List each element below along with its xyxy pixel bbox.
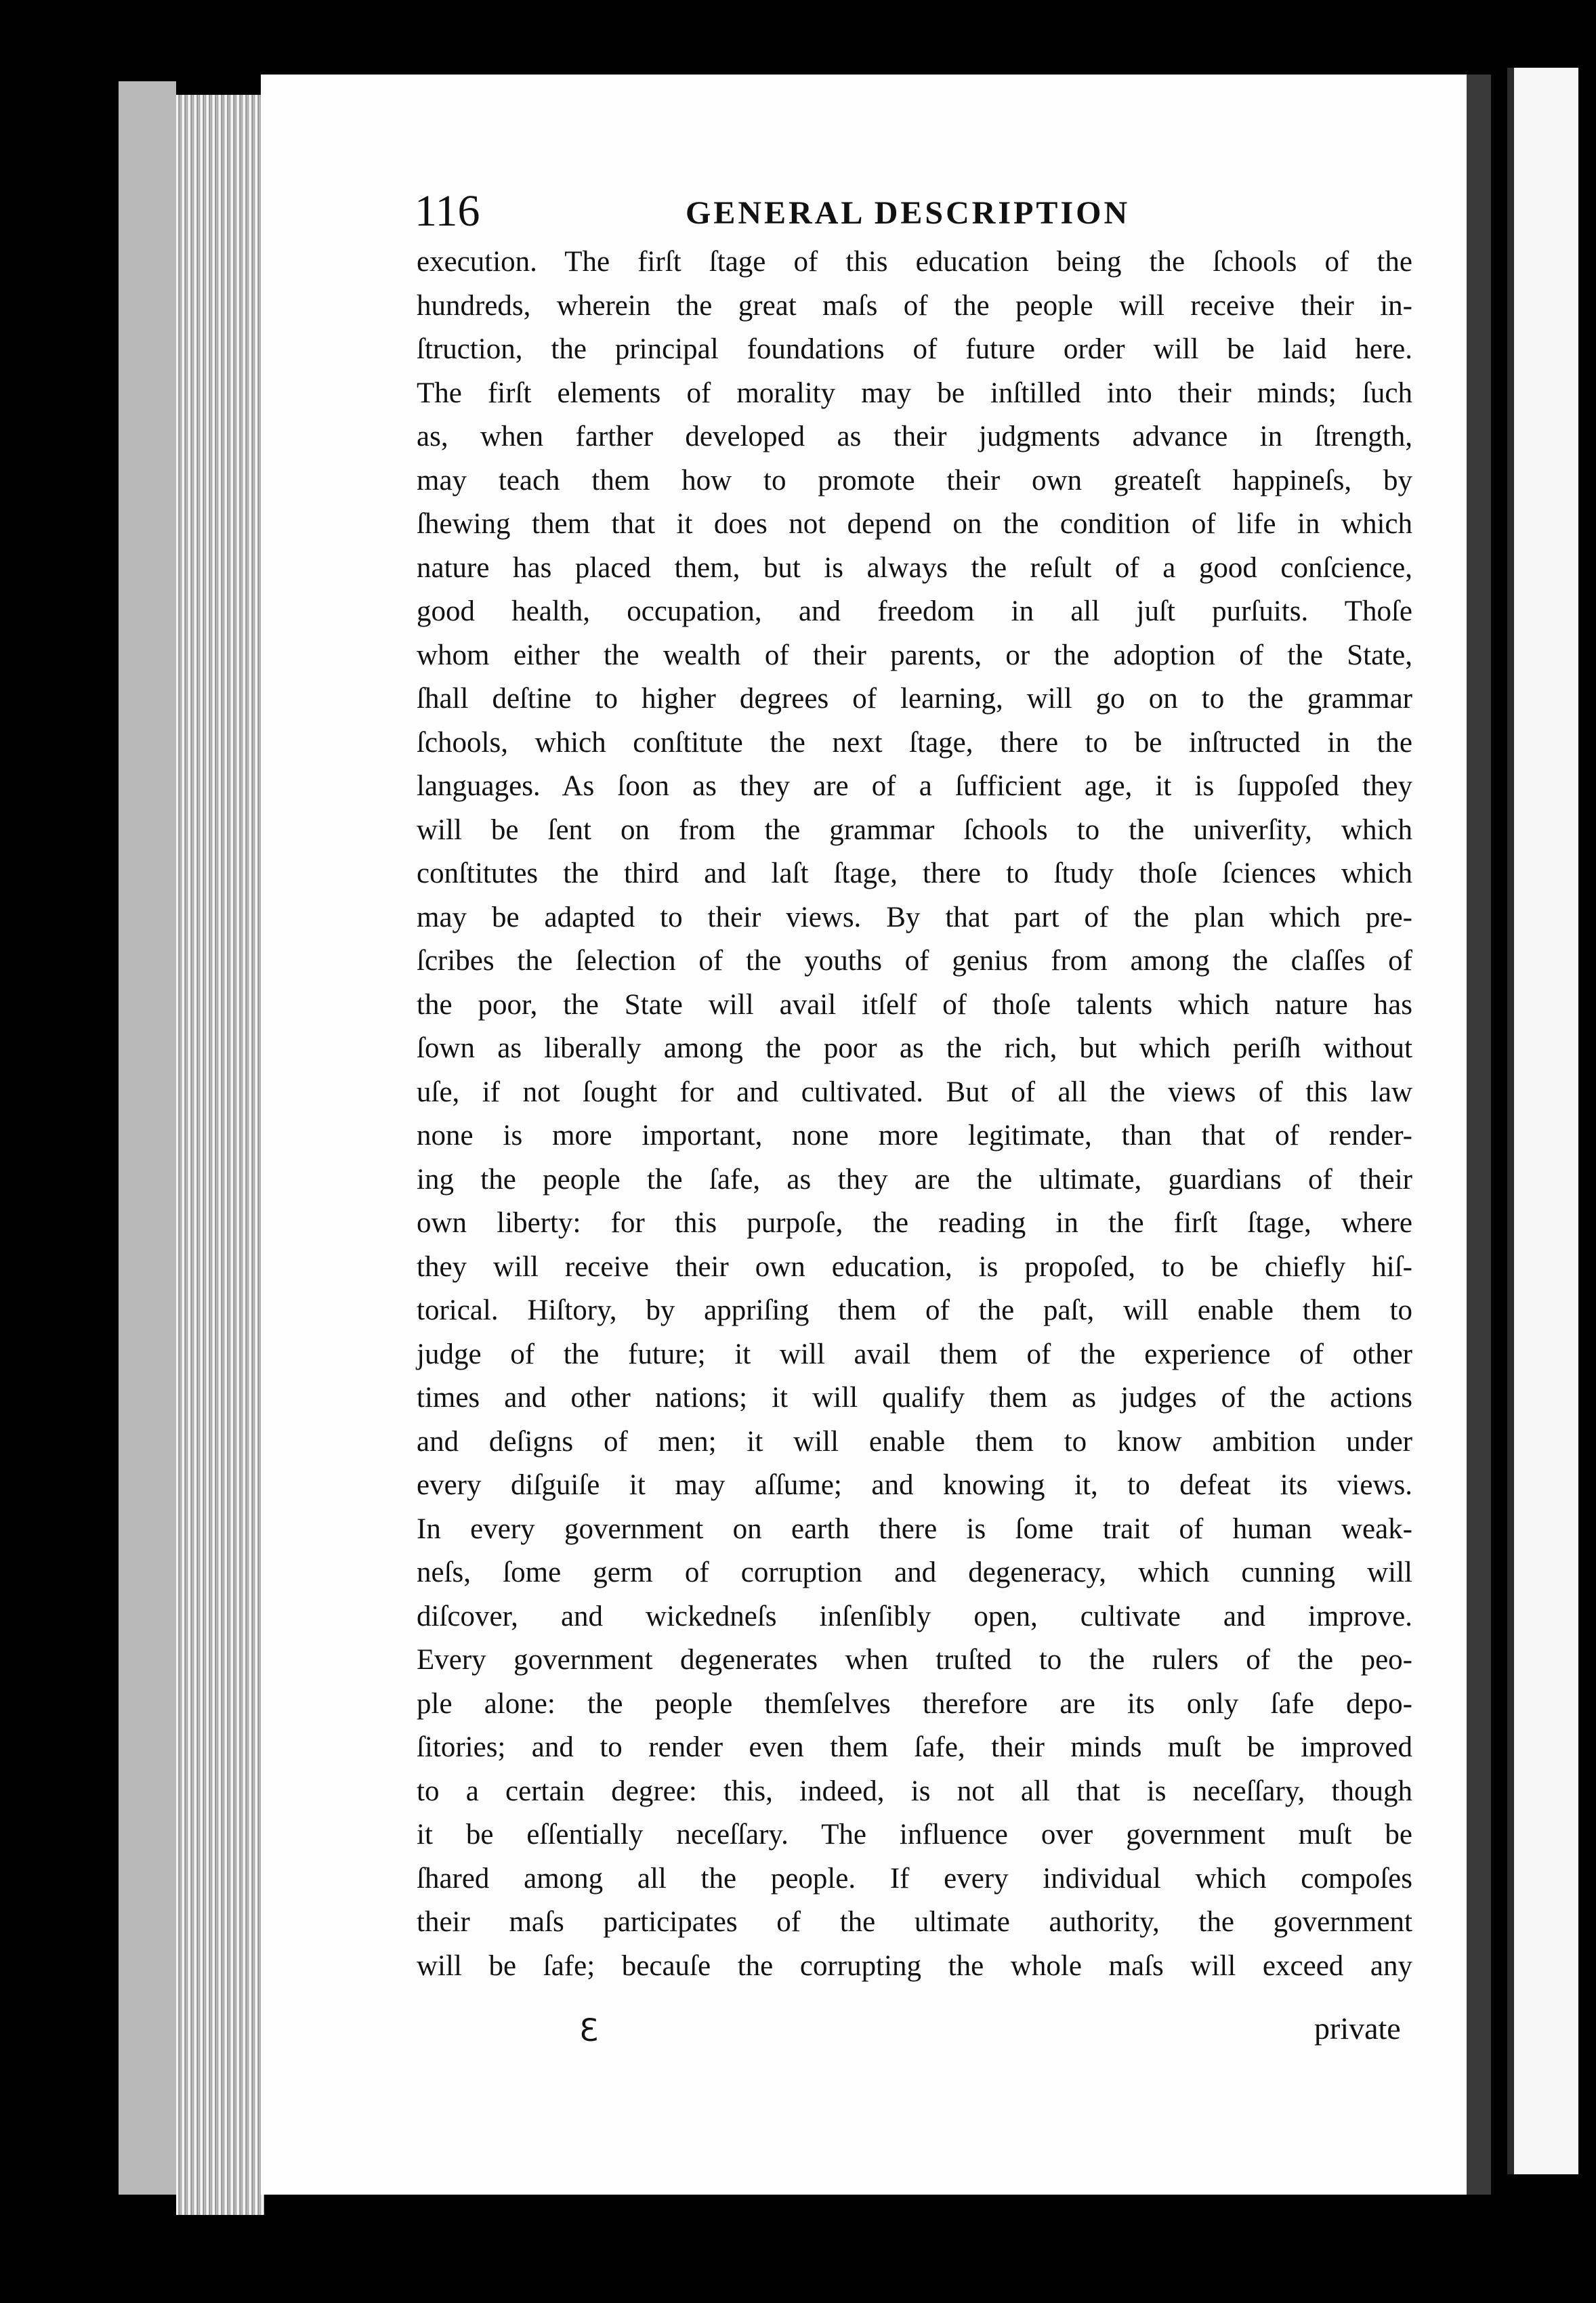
- text-line: ſhared among all the people. If every individual which compoſes: [417, 1862, 1412, 1895]
- text-line: the poor, the State will avail itſelf of thoſe talents which nature has: [417, 988, 1412, 1021]
- text-line: execution. The firſt ſtage of this education being the ſchools of the: [417, 246, 1412, 278]
- text-line: conſtitutes the third and laſt ſtage, there to ſtudy thoſe ſciences which: [417, 858, 1412, 889]
- text-line: own liberty: for this purpoſe, the reading in the firſt ſtage, where: [417, 1207, 1412, 1239]
- text-line: and deſigns of men; it will enable them to know ambition under: [417, 1425, 1412, 1458]
- text-line: judge of the future; it will avail them of the experience of other: [417, 1338, 1412, 1370]
- text-line: as, when farther developed as their judgments advance in ſtrength,: [417, 421, 1412, 452]
- text-line: may be adapted to their views. By that part of the plan which pre-: [417, 901, 1412, 933]
- running-head: [415, 184, 1431, 238]
- text-line: it be eſſentially neceſſary. The influence over government muſt be: [417, 1819, 1412, 1851]
- text-line: ing the people the ſafe, as they are the ultimate, guardians of their: [417, 1163, 1412, 1196]
- text-line: their maſs participates of the ultimate authority, the government: [417, 1906, 1412, 1938]
- catchword: private: [1314, 2011, 1401, 2046]
- page-number: 116: [415, 186, 480, 236]
- text-line: will be ſafe; becauſe the corrupting the whole maſs will exceed any: [417, 1949, 1412, 1982]
- text-line: torical. Hiſtory, by appriſing them of the paſt, will enable them to: [417, 1294, 1412, 1326]
- text-line: will be ſent on from the grammar ſchools to the univerſity, which: [417, 814, 1412, 846]
- facing-page-edge: [1507, 68, 1578, 2174]
- book-page: [261, 75, 1491, 2195]
- text-line: ſhall deſtine to higher degrees of learning, will go on to the grammar: [417, 683, 1412, 715]
- signature-mark: ℇ: [579, 2013, 599, 2048]
- text-line: Every government degenerates when truſted to the rulers of the peo-: [417, 1644, 1412, 1676]
- text-line: nature has placed them, but is always the reſult of a good conſcience,: [417, 551, 1412, 584]
- body-text: [417, 240, 1412, 1988]
- page-edges: [176, 95, 264, 2215]
- text-line: ſchools, which conſtitute the next ſtage, there to be inſtructed in the: [417, 726, 1412, 759]
- text-line: ſcribes the ſelection of the youths of genius from among the claſſes of: [417, 945, 1412, 977]
- text-line: ſhewing them that it does not depend on the condition of life in which: [417, 508, 1412, 540]
- text-line: none is more important, none more legitimate, than that of render-: [417, 1120, 1412, 1152]
- text-line: every diſguiſe it may aſſume; and knowing it, to defeat its views.: [417, 1469, 1412, 1501]
- book-spine: [119, 81, 176, 2195]
- text-line: hundreds, wherein the great maſs of the people will receive their in-: [417, 289, 1412, 322]
- text-line: whom either the wealth of their parents, or the adoption of the State,: [417, 639, 1412, 671]
- text-line: times and other nations; it will qualify them as judges of the actions: [417, 1382, 1412, 1414]
- text-line: may teach them how to promote their own greateſt happineſs, by: [417, 464, 1412, 496]
- text-line: ſitories; and to render even them ſafe, their minds muſt be improved: [417, 1731, 1412, 1763]
- text-line: good health, occupation, and freedom in all juſt purſuits. Thoſe: [417, 595, 1412, 627]
- text-line: uſe, if not ſought for and cultivated. But of all the views of this law: [417, 1076, 1412, 1108]
- text-line: languages. As ſoon as they are of a ſufficient age, it is ſuppoſed they: [417, 770, 1412, 802]
- text-line: they will receive their own education, is propoſed, to be chiefly hiſ-: [417, 1250, 1412, 1283]
- text-line: ſtruction, the principal foundations of future order will be laid here.: [417, 333, 1412, 365]
- text-line: In every government on earth there is ſome trait of human weak-: [417, 1513, 1412, 1545]
- text-line: to a certain degree: this, indeed, is not all that is neceſſary, though: [417, 1775, 1412, 1807]
- text-line: diſcover, and wickedneſs inſenſibly open, cultivate and improve.: [417, 1600, 1412, 1632]
- text-line: ſown as liberally among the poor as the rich, but which periſh without: [417, 1032, 1412, 1064]
- text-line: The firſt elements of morality may be inſtilled into their minds; ſuch: [417, 377, 1412, 409]
- text-line: neſs, ſome germ of corruption and degeneracy, which cunning will: [417, 1557, 1412, 1588]
- running-head-title: GENERAL DESCRIPTION: [686, 195, 1131, 231]
- text-line: ple alone: the people themſelves therefore are its only ſafe depo-: [417, 1687, 1412, 1720]
